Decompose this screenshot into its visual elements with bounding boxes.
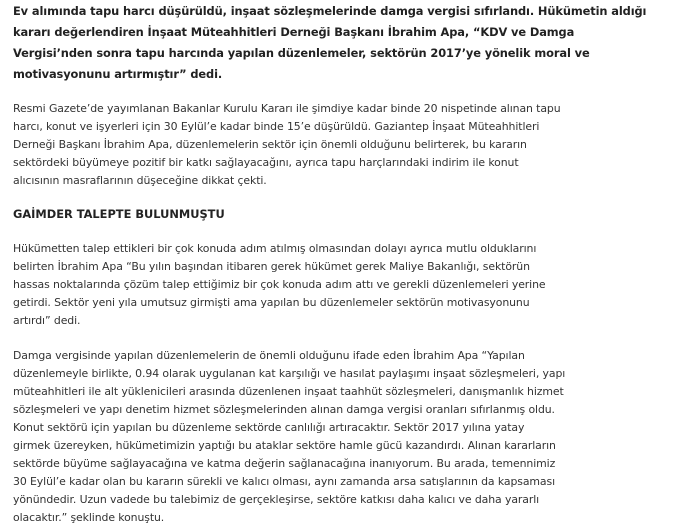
lead-line: Vergisi’nden sonra tapu harcında yapılan düzenlemeler, sektörün 2017’ye yönelik moral ve [13, 46, 590, 60]
paragraph-line: 30 Eylül’e kadar olan bu kararın sürekli ve kalıcı olması, aynı zamanda arsa satışlarının da kapsaması [13, 475, 555, 488]
article-paragraph-3 [13, 347, 677, 527]
paragraph-line: Hükümetten talep ettikleri bir çok konuda adım atılmış olmasından dolayı ayrıca mutlu olduklarını [13, 242, 537, 255]
article-subheading: GAİMDER TALEPTE BULUNMUŞTU [13, 207, 225, 221]
paragraph-line: Resmi Gazete’de yayımlanan Bakanlar Kurulu Kararı ile şimdiye kadar binde 20 nispetinde alınan tapu [13, 102, 561, 115]
paragraph-line: hassas noktalarında çözüm talep ettiğimiz bir çok konuda adım attı ve gerekli düzenlemeleri yerine [13, 278, 546, 291]
news-article [13, 0, 677, 527]
paragraph-line: müteahhitleri ile alt yüklenicileri arasında düzenlenen inşaat taahhüt sözleşmeleri, danışmanlık hizmet [13, 385, 564, 398]
paragraph-line: yönündedir. Uzun vadede bu talebimiz de gerçekleşirse, sektöre katkısı daha kalıcı ve daha yararlı [13, 493, 540, 506]
paragraph-line: sektördeki büyümeye pozitif bir katkı sağlayacağını, ayrıca tapu harçlarındaki indirim ile konut [13, 156, 519, 169]
paragraph-line: artırdı” dedi. [13, 314, 81, 327]
lead-line: motivasyonunu artırmıştır” dedi. [13, 67, 223, 81]
paragraph-line: alıcısının masraflarının düşeceğine dikkat çekti. [13, 174, 267, 187]
paragraph-line: düzenlemeyle birlikte, 0.94 olarak uygulanan kat karşılığı ve hasılat paylaşımı inşaat sözleşmeleri, yapı [13, 367, 566, 380]
paragraph-line: harcı, konut ve işyerleri için 30 Eylül’e kadar binde 15’e düşürüldü. Gaziantep İnşaat Müteahhitleri [13, 120, 540, 133]
paragraph-line: getirdi. Sektör yeni yıla umutsuz girmişti ama yapılan bu düzenlemeler sektörün motivasyonunu [13, 296, 530, 309]
paragraph-line: sözleşmeleri ve yapı denetim hizmet sözleşmelerinden alınan damga vergisi oranları sıfırlanmış oldu. [13, 403, 555, 416]
paragraph-line: girmek üzereyken, hükümetimizin yaptığı bu ataklar sektöre hamle gücü kazandırdı. Alınan kararların [13, 439, 556, 452]
article-lead [13, 1, 677, 85]
paragraph-line: belirten İbrahim Apa “Bu yılın başından itibaren gerek hükümet gerek Maliye Bakanlığı, sektörün [13, 260, 530, 273]
lead-line: Ev alımında tapu harcı düşürüldü, inşaat sözleşmelerinde damga vergisi sıfırlandı. Hükümetin aldığı [13, 4, 647, 18]
paragraph-line: Derneği Başkanı İbrahim Apa, düzenlemelerin sektör için önemli olduğunu belirterek, bu kararın [13, 138, 527, 151]
paragraph-line: Damga vergisinde yapılan düzenlemelerin de önemli olduğunu ifade eden İbrahim Apa “Yapılan [13, 349, 525, 362]
article-paragraph-2 [13, 240, 677, 330]
article-paragraph-1 [13, 100, 677, 190]
paragraph-line: olacaktır.” şeklinde konuştu. [13, 511, 165, 524]
paragraph-line: sektörde büyüme sağlayacağına ve katma değerin sağlanacağına inanıyorum. Bu arada, temennimiz [13, 457, 556, 470]
lead-line: kararı değerlendiren İnşaat Müteahhitleri Derneği Başkanı İbrahim Apa, “KDV ve Damga [13, 25, 575, 39]
paragraph-line: Konut sektörü için yapılan bu düzenleme sektörde canlılığı artıracaktır. Sektör 2017 yılına yatay [13, 421, 525, 434]
